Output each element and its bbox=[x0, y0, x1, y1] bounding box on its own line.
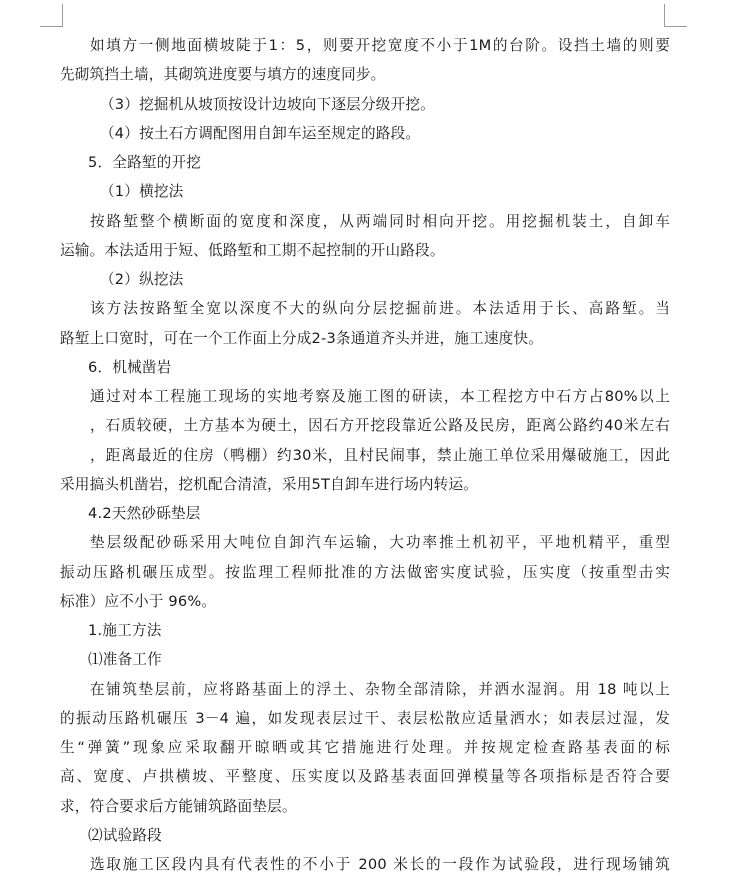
paragraph-line: 按路堑整个横断面的宽度和深度，从两端同时相向开挖。用挖掘机装土，自卸车 bbox=[90, 212, 670, 230]
paragraph-line: 选取施工区段内具有代表性的不小于 200 米长的一段作为试验段，进行现场铺筑 bbox=[90, 856, 670, 873]
paragraph-line: 垫层级配砂砾采用大吨位自卸汽车运输，大功率推土机初平，平地机精平，重型 bbox=[90, 534, 670, 552]
subsection-heading: ⑵试验路段 bbox=[88, 826, 162, 844]
margin-corner-mark-left bbox=[40, 4, 63, 27]
section-heading: 6．机械凿岩 bbox=[88, 358, 172, 376]
paragraph-line: 采用搞头机凿岩，挖机配合清渣，采用5T自卸车进行场内转运。 bbox=[60, 475, 479, 493]
section-heading: 1.施工方法 bbox=[88, 622, 162, 639]
subsection-heading: （1）横挖法 bbox=[100, 183, 184, 201]
paragraph-line: 高、宽度、卢拱横坡、平整度、压实度以及路基表面回弹模量等各项指标是否符合要 bbox=[60, 768, 670, 786]
paragraph-line: 通过对本工程施工现场的实地考察及施工图的研读，本工程挖方中石方占80%以上 bbox=[90, 388, 670, 405]
subsection-heading: （2）纵挖法 bbox=[100, 271, 184, 288]
subsection-heading: ⑴准备工作 bbox=[88, 651, 162, 669]
paragraph-line: 振动压路机碾压成型。按监理工程师批准的方法做密实度试验，压实度（按重型击实 bbox=[60, 563, 670, 581]
section-heading: 4.2天然砂砾垫层 bbox=[88, 505, 201, 522]
paragraph-line: 的振动压路机碾压 3－4 遍，如发现表层过干、表层松散应适量洒水；如表层过湿，发 bbox=[60, 709, 670, 727]
document-body bbox=[60, 31, 670, 879]
paragraph-line: ，距离最近的住房（鸭棚）约30米，且村民闹事，禁止施工单位采用爆破施工，因此 bbox=[90, 446, 670, 464]
section-heading: 5．全路堑的开挖 bbox=[88, 154, 202, 171]
list-item: （4）按土石方调配图用自卸车运至规定的路段。 bbox=[100, 124, 421, 142]
paragraph-line: 先砌筑挡土墙，其砌筑进度要与填方的速度同步。 bbox=[60, 66, 386, 84]
paragraph-line: 求，符合要求后方能铺筑路面垫层。 bbox=[60, 797, 297, 815]
paragraph-line: 标准）应不小于 96%。 bbox=[60, 592, 217, 610]
list-item: （3）挖掘机从坡顶按设计边坡向下逐层分级开挖。 bbox=[100, 95, 435, 113]
paragraph-line: 生“弹簧”现象应采取翻开晾晒或其它措施进行处理。并按规定检查路基表面的标 bbox=[60, 739, 670, 756]
paragraph-line: ，石质较硬，土方基本为硬土，因石方开挖段靠近公路及民房，距离公路约40米左右 bbox=[90, 417, 670, 435]
margin-corner-mark-right bbox=[664, 4, 687, 27]
paragraph-line: 路堑上口宽时，可在一个工作面上分成2-3条通道齐头并进，施工速度快。 bbox=[60, 329, 544, 347]
paragraph-line: 如填方一侧地面横坡陡于1：5，则要开挖宽度不小于1M的台阶。设挡土墙的则要 bbox=[90, 37, 670, 54]
paragraph-line: 在铺筑垫层前，应将路基面上的浮土、杂物全部清除，并洒水湿润。用 18 吨以上 bbox=[90, 680, 670, 698]
paragraph-line: 该方法按路堑全宽以深度不大的纵向分层挖掘前进。本法适用于长、高路堑。当 bbox=[90, 300, 670, 318]
paragraph-line: 运输。本法适用于短、低路堑和工期不起控制的开山路段。 bbox=[60, 241, 445, 259]
